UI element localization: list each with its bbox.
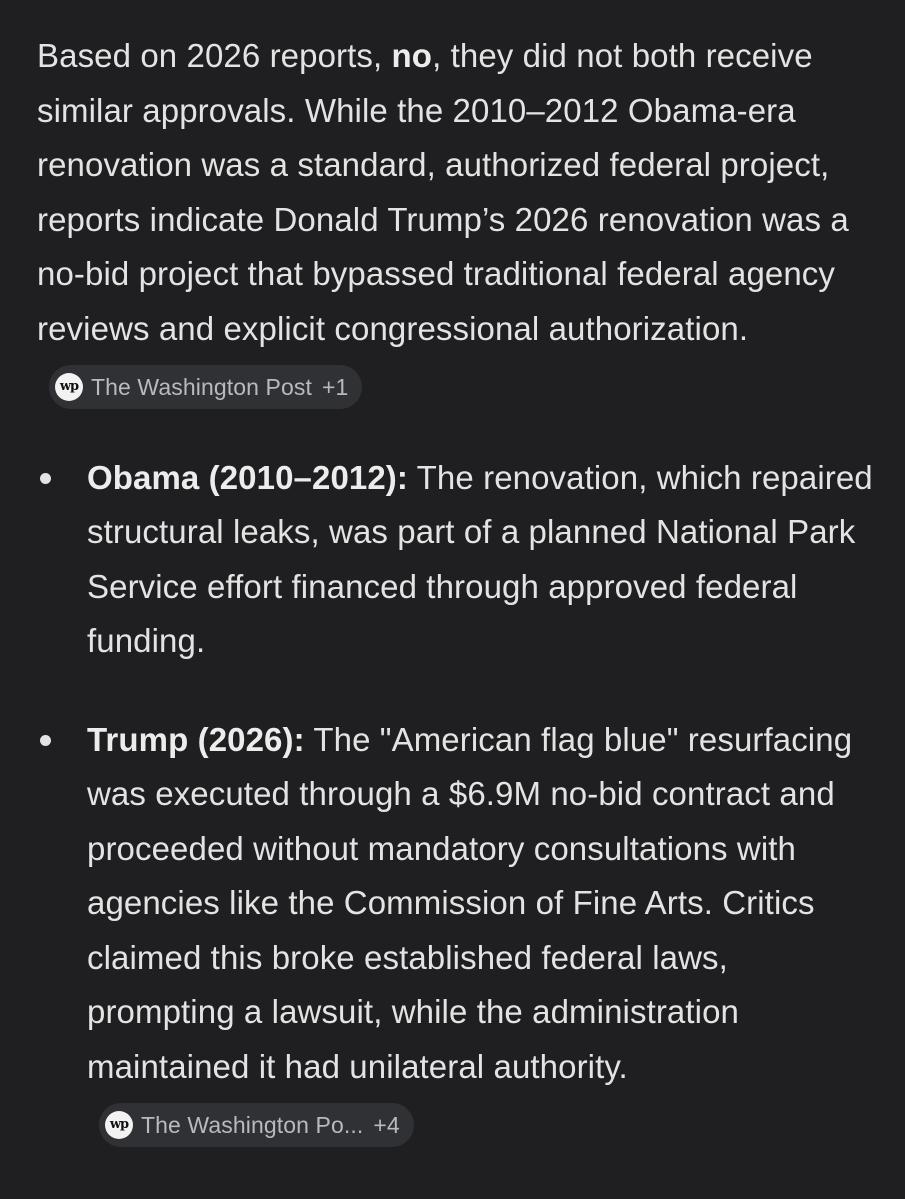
source-chip-label: The Washington Po... <box>141 1112 364 1138</box>
source-chip-count: +4 <box>373 1112 400 1138</box>
intro-text-after: , they did not both receive similar approvals. While the 2010–2012 Obama-era renovation was a standard, authorized federal project, reports indicate Donald Trump’s 2026 renovation was a no-bid project that bypassed traditional federal agency reviews and explicit congressional authorization. <box>37 37 849 347</box>
intro-paragraph <box>37 29 882 411</box>
intro-text-before: Based on 2026 reports, <box>37 37 392 74</box>
source-chip-intro[interactable] <box>49 365 362 409</box>
ai-answer <box>37 29 882 1193</box>
bullet-item-obama <box>37 451 882 669</box>
bullet-list <box>37 451 882 1149</box>
source-chip-trump[interactable] <box>99 1103 414 1147</box>
source-chip-count: +1 <box>321 374 349 400</box>
bullet-text: The "American flag blue" resurfacing was executed through a $6.9M no-bid contract and proceeded without mandatory consultations with agencies like the Commission of Fine Arts. Critics claimed this broke established federal laws, prompting a lawsuit, while the administration maintained it had unilateral authority. <box>87 720 853 1085</box>
bullet-heading: Obama (2010–2012): <box>87 458 408 496</box>
bullet-heading: Trump (2026): <box>87 720 305 758</box>
intro-bold-answer: no <box>391 37 433 74</box>
washington-post-logo-icon: wp <box>55 373 83 401</box>
source-chip-label: The Washington Post <box>91 374 312 400</box>
bullet-text: The renovation, which repaired structural leaks, was part of a planned National Park Service effort financed through approved federal funding. <box>87 458 873 659</box>
washington-post-logo-icon: wp <box>105 1111 133 1139</box>
bullet-item-trump <box>37 713 882 1149</box>
